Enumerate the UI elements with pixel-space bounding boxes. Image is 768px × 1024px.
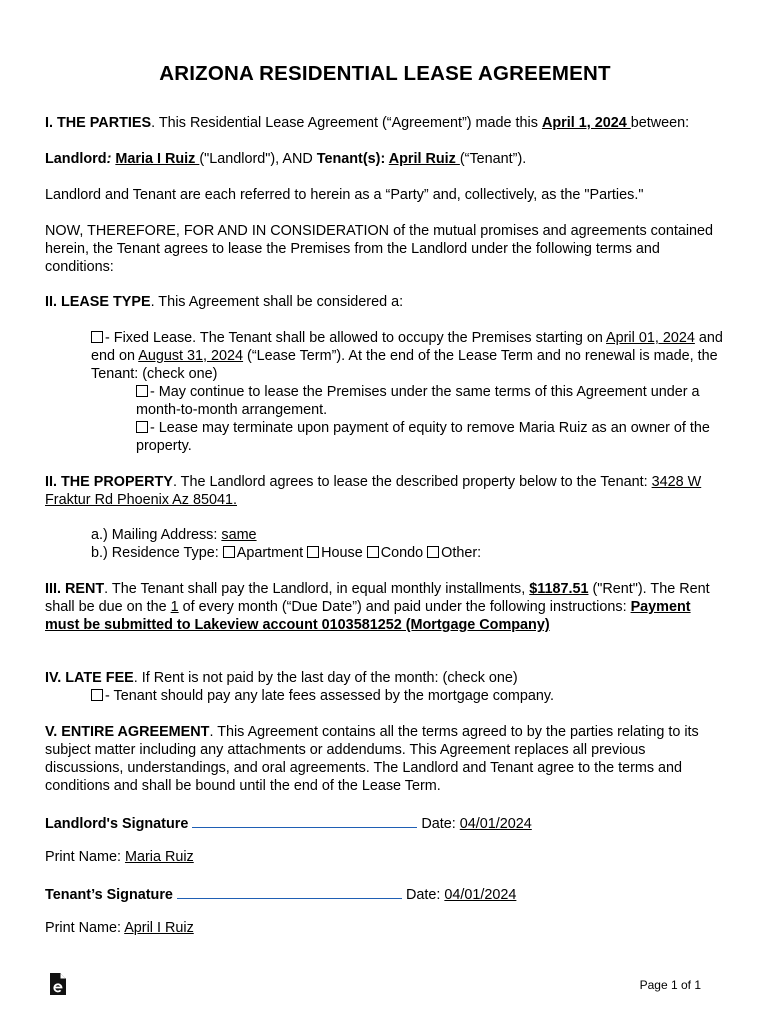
tenant-print-name: April I Ruiz [124,920,194,936]
fixed-lease-option: - Fixed Lease. The Tenant shall be allowed to occupy the Premises starting on April 01, 2024 and end on August 31, 2024 (“Lease Term”). At the end of the Lease Term and no renewal is made, the Tenant: (check one) [91,330,723,382]
landlord-signature-line: Landlord's Signature Date: 04/01/2024 [45,813,725,833]
terminate-option: - Lease may terminate upon payment of equity to remove Maria Ruiz as an owner of the property. [136,420,710,454]
lease-type-paragraph: II. LEASE TYPE. This Agreement shall be considered a: [45,294,404,310]
tenant-print-name-line: Print Name: April I Ruiz [45,920,194,936]
month-to-month-option: - May continue to lease the Premises under the same terms of this Agreement under a month-to-month arrangement. [136,384,700,418]
mailing-address-value: same [221,527,257,543]
landlord-print-name: Maria Ruiz [124,849,194,865]
parties-heading: I. THE PARTIES [45,115,152,131]
lease-start-date: April 01, 2024 [606,330,695,346]
house-checkbox[interactable] [307,546,319,558]
tenant-signature-line: Tenant’s Signature Date: 04/01/2024 [45,884,725,904]
tenant-signature-field[interactable] [177,884,402,899]
landlord-print-name-line: Print Name: Maria Ruiz [45,849,194,865]
lease-end-date: August 31, 2024 [138,348,244,364]
eforms-logo-icon [49,970,67,996]
document-title: ARIZONA RESIDENTIAL LEASE AGREEMENT [159,62,611,85]
late-fee-heading: IV. LATE FEE [45,670,134,686]
mailing-address-line: a.) Mailing Address: same [91,527,257,543]
tenant-name: April Ruiz [388,151,460,167]
apartment-checkbox[interactable] [223,546,235,558]
landlord-signature-label: Landlord's Signature [45,816,189,832]
tenant-signature-date: 04/01/2024 [444,887,517,903]
month-to-month-checkbox[interactable] [136,385,148,397]
landlord-name: Maria I Ruiz [115,151,200,167]
late-fee-paragraph: IV. LATE FEE. If Rent is not paid by the last day of the month: (check one) [45,670,518,686]
now-therefore-paragraph: NOW, THEREFORE, FOR AND IN CONSIDERATION of the mutual promises and agreements contained herein, the Tenant agrees to lease the Premises from the Landlord under the following terms and conditions: [45,223,714,275]
late-fee-option: - Tenant should pay any late fees assessed by the mortgage company. [91,687,725,705]
parties-paragraph: I. THE PARTIES. This Residential Lease Agreement (“Agreement”) made this April 1, 2024 between: [45,115,690,131]
entire-agreement-paragraph: V. ENTIRE AGREEMENT. This Agreement contains all the terms agreed to by the parties relating to its subject matter including any attachments or addendums. This Agreement replaces all previous discussions, understandings, and oral agreements. The Landlord and Tenant agree to the terms and conditions and shall be bound until the end of the Lease Term. [45,724,699,794]
entire-agreement-heading: V. ENTIRE AGREEMENT [45,724,210,740]
rent-amount: $1187.51 [529,581,589,597]
landlord-signature-field[interactable] [192,813,417,828]
landlord-tenant-line: Landlord: Maria I Ruiz ("Landlord"), AND Tenant(s): April Ruiz (“Tenant”). [45,151,527,167]
condo-checkbox[interactable] [367,546,379,558]
residence-type-line: b.) Residence Type: Apartment House Condo Other: [91,545,482,561]
rent-heading: III. RENT [45,581,105,597]
property-paragraph: II. THE PROPERTY. The Landlord agrees to lease the described property below to the Tenant: 3428 W Fraktur Rd Phoenix Az 85041. [45,474,702,508]
rent-due-day: 1 [170,599,179,615]
landlord-signature-date: 04/01/2024 [459,816,532,832]
agreement-date: April 1, 2024 [541,115,631,131]
payment-instructions: Payment must be submitted to Lakeview account 0103581252 (Mortgage Company) [45,599,691,633]
tenant-label: Tenant(s) [316,151,381,167]
property-address: 3428 W Fraktur Rd Phoenix Az 85041. [45,474,702,508]
late-fee-checkbox[interactable] [91,689,103,701]
property-heading: II. THE PROPERTY [45,474,173,490]
landlord-label: Landlord [45,151,107,167]
other-checkbox[interactable] [427,546,439,558]
rent-paragraph: III. RENT. The Tenant shall pay the Landlord, in equal monthly installments, $1187.51 ("Rent"). The Rent shall be due on the 1 of every month (“Due Date”) and paid under the following instructions: Payment must be submitted to Lakeview account 0103581252 (Mortgage Company) [45,581,710,633]
tenant-signature-label: Tenant’s Signature [45,887,173,903]
collective-paragraph: Landlord and Tenant are each referred to herein as a “Party” and, collectively, as the "Parties." [45,187,644,203]
lease-type-heading: II. LEASE TYPE [45,294,151,310]
fixed-lease-checkbox[interactable] [91,331,103,343]
page-number: Page 1 of 1 [639,978,701,992]
terminate-checkbox[interactable] [136,421,148,433]
